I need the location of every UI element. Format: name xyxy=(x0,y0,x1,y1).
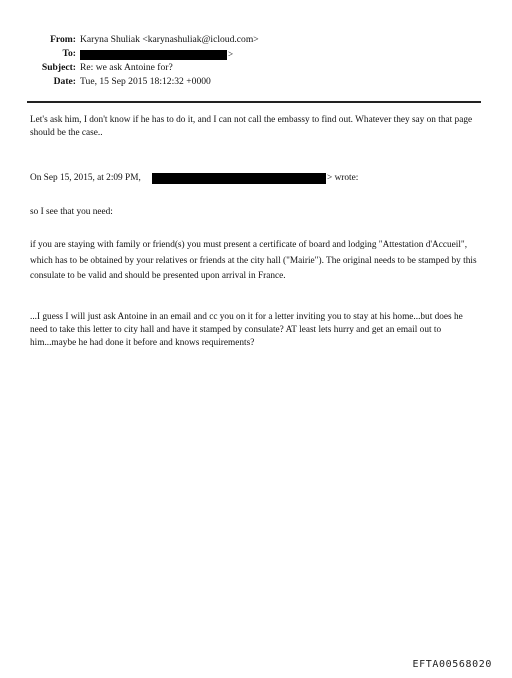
to-row xyxy=(0,47,512,61)
to-label: To: xyxy=(62,48,76,59)
to-value-tail: > xyxy=(228,49,234,59)
document-id: EFTA00568020 xyxy=(412,659,492,670)
quote-line-1: so I see that you need: xyxy=(30,207,113,217)
from-row xyxy=(0,33,512,47)
subject-row xyxy=(0,61,512,75)
quote-intro-start: On Sep 15, 2015, at 2:09 PM, xyxy=(30,173,141,183)
date-value: Tue, 15 Sep 2015 18:12:32 +0000 xyxy=(80,76,211,87)
quote-intro xyxy=(30,172,482,185)
date-label: Date: xyxy=(53,76,76,87)
subject-value: Re: we ask Antoine for? xyxy=(80,62,173,73)
reply-text: Let's ask him, I don't know if he has to do it, and I can not call the embassy to find out. Whatever they say on that page should be the case.. xyxy=(30,115,473,138)
from-label: From: xyxy=(50,34,76,45)
quote-line-2: if you are staying with family or friend(s) you must present a certificate of board and lodging "Attestation d'Accueil", which has to be obtained by your relatives or friends at the city hall ("Mairie"). The original needs to be stamped by this consulate to be valid and should be presented upon arrival in France. xyxy=(30,240,477,281)
quote-intro-end: > wrote: xyxy=(327,173,359,183)
date-row xyxy=(0,75,512,89)
from-value: Karyna Shuliak <karynashuliak@icloud.com> xyxy=(80,34,259,45)
quote-line-3: ...I guess I will just ask Antoine in an email and cc you on it for a letter inviting you to stay at his home...but does he need to take this letter to city hall and have it stamped by consulate? AT least lets hurry and get an email out to him...maybe he had done it before and knows requirements? xyxy=(30,312,463,348)
email-header xyxy=(0,33,512,89)
redaction-bar xyxy=(152,173,326,184)
header-divider xyxy=(27,101,481,103)
redaction-bar xyxy=(80,50,227,60)
subject-label: Subject: xyxy=(41,62,76,73)
